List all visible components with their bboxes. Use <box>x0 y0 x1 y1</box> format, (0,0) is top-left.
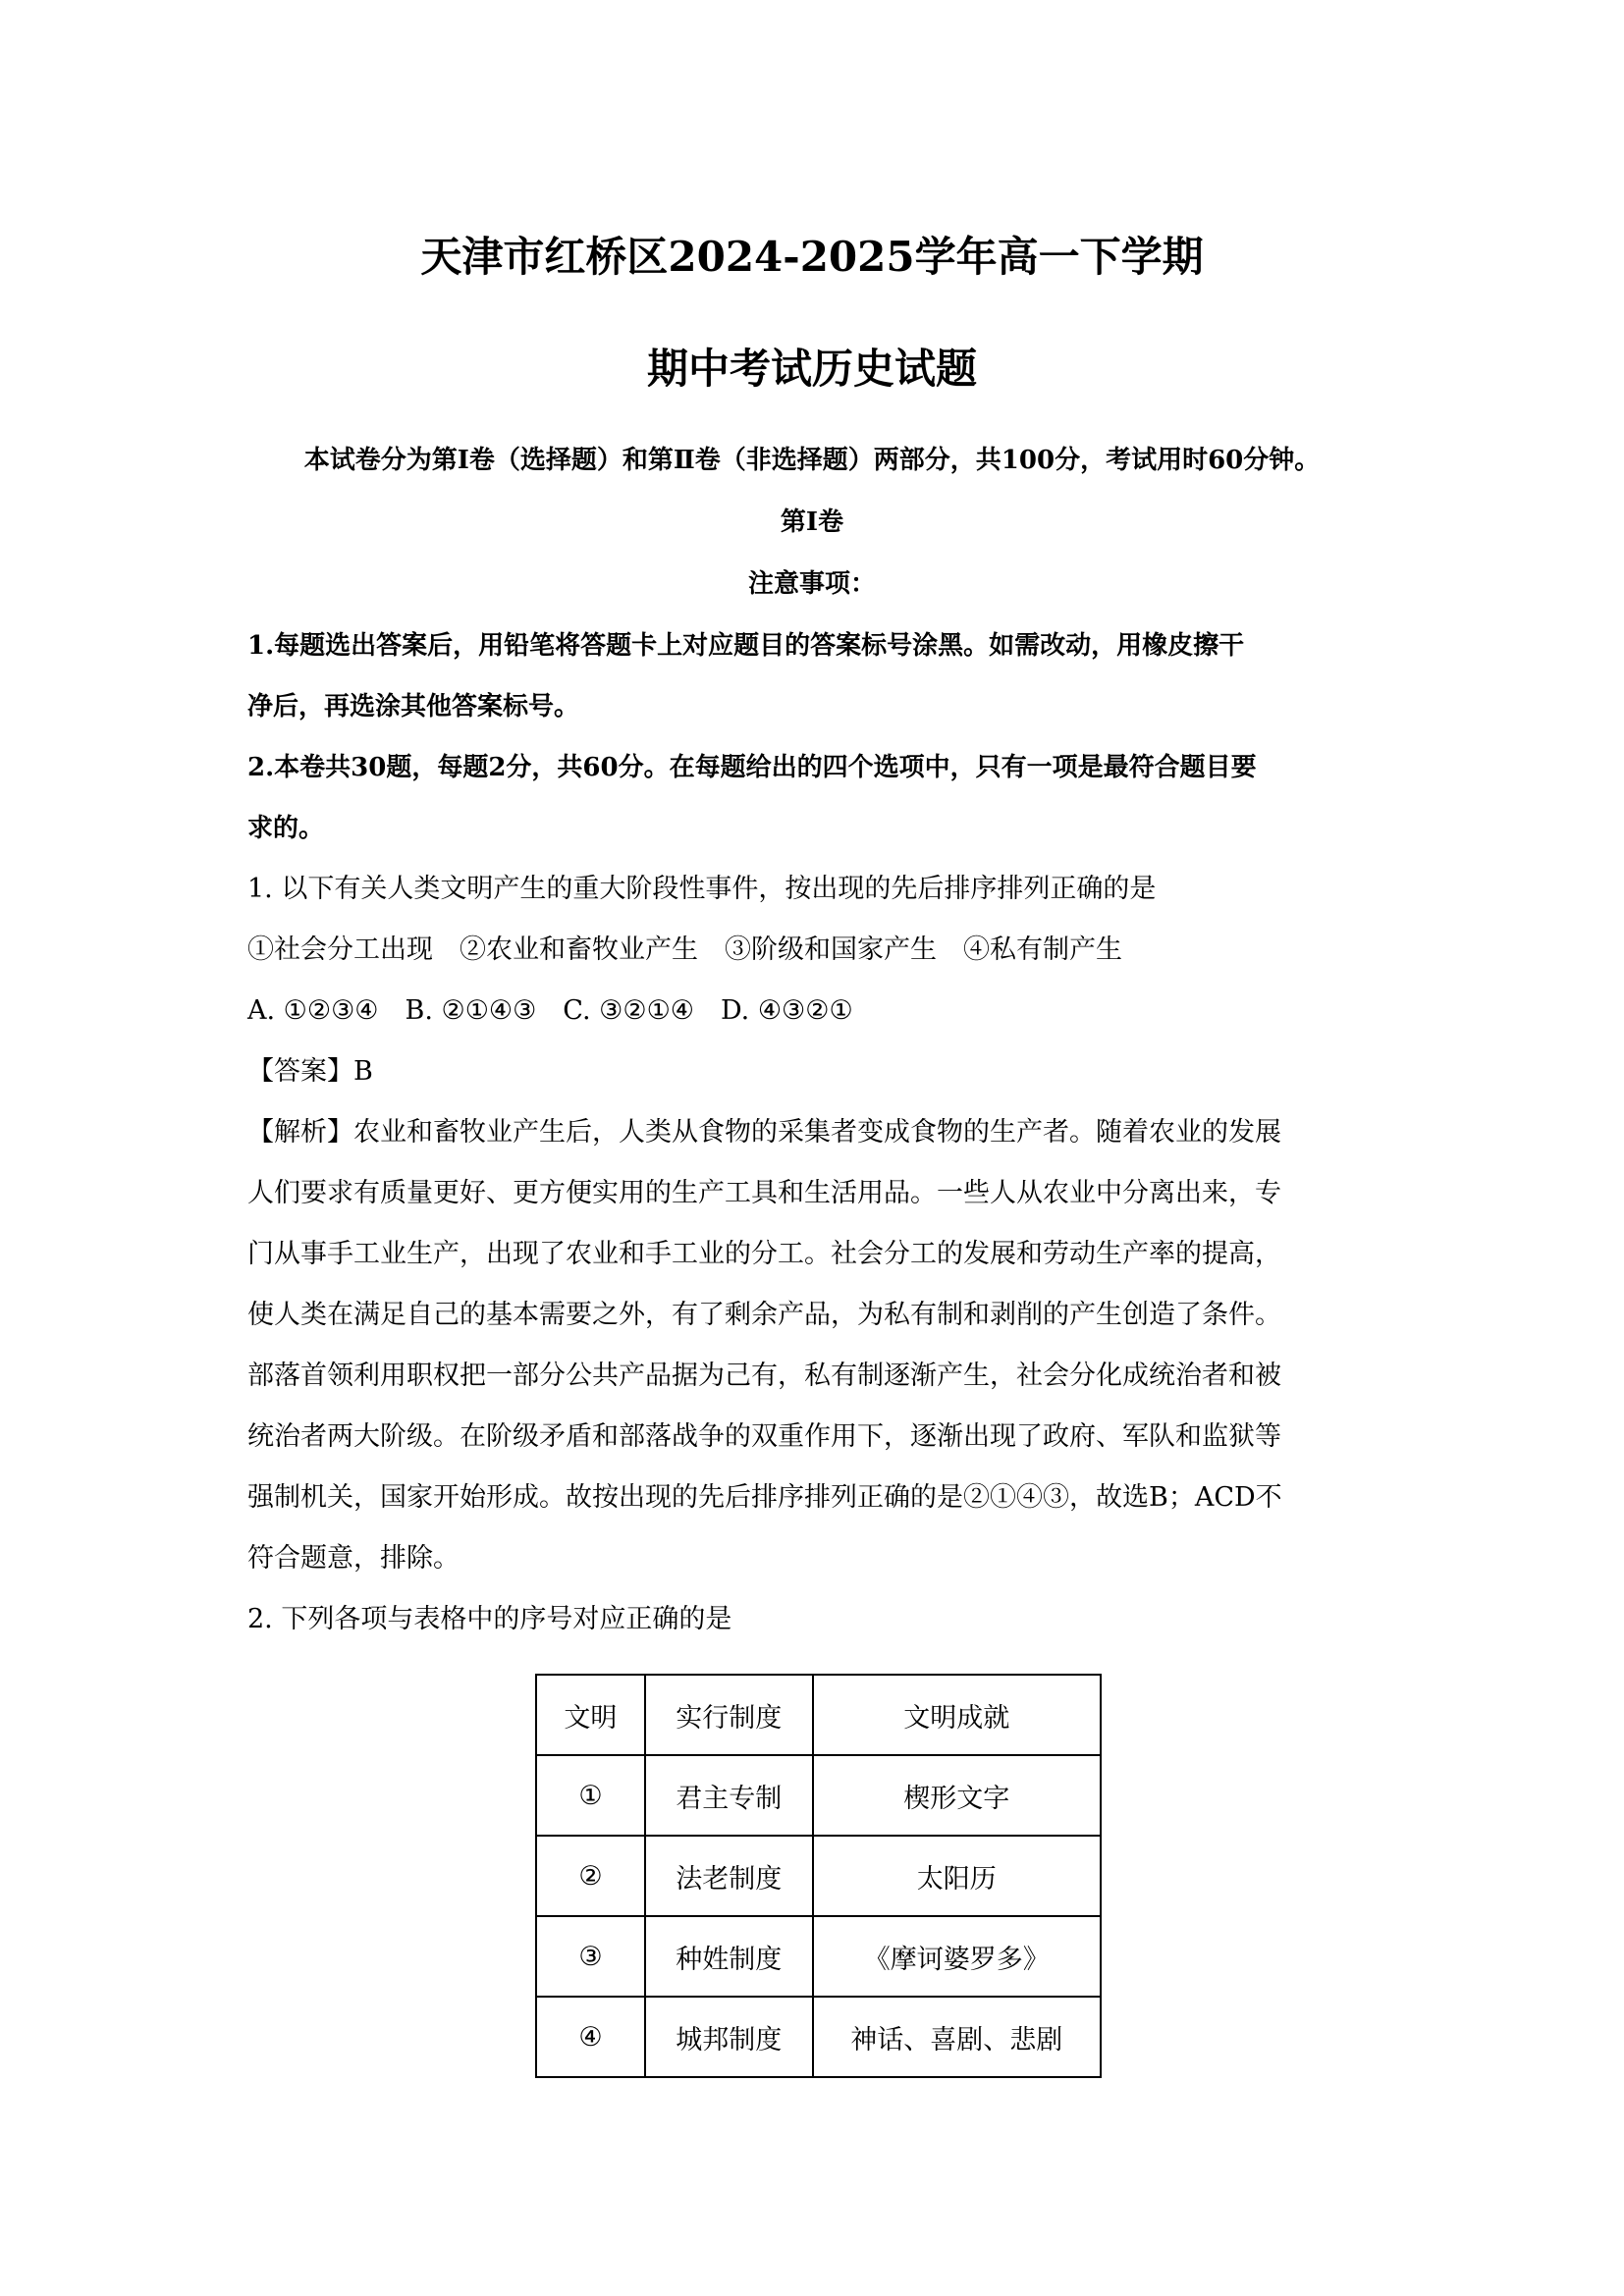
table-row <box>536 1916 1101 1997</box>
table-cell: 法老制度 <box>645 1836 813 1916</box>
part-label: 第Ⅰ卷 <box>780 507 844 537</box>
table-header-cell: 文明 <box>536 1675 645 1755</box>
q1-analysis-line: 部落首领利用职权把一部分公共产品据为己有，私有制逐渐产生，社会分化成统治者和被 <box>247 1361 1281 1391</box>
civilization-table <box>535 1674 1102 2078</box>
table-cell: 太阳历 <box>813 1836 1101 1916</box>
table-cell: 神话、喜剧、悲剧 <box>813 1997 1101 2077</box>
table-cell: ③ <box>536 1916 645 1997</box>
exam-title-line1: 天津市红桥区2024-2025学年高一下学期 <box>420 233 1204 281</box>
table-cell: 城邦制度 <box>645 1997 813 2077</box>
table-cell: ① <box>536 1755 645 1836</box>
notice1-line2: 净后，再选涂其他答案标号。 <box>247 692 580 721</box>
table-header-cell: 实行制度 <box>645 1675 813 1755</box>
table-cell: 《摩诃婆罗多》 <box>813 1916 1101 1997</box>
table-header-row <box>536 1675 1101 1755</box>
table-row <box>536 1755 1101 1836</box>
notice2-line1: 2.本卷共30题，每题2分，共60分。在每题给出的四个选项中，只有一项是最符合题目要 <box>247 753 1257 782</box>
exam-summary: 本试卷分为第Ⅰ卷（选择题）和第Ⅱ卷（非选择题）两部分，共100分，考试用时60分钟。 <box>303 446 1321 475</box>
q1-analysis-line: 符合题意，排除。 <box>247 1543 460 1574</box>
table-cell: ④ <box>536 1997 645 2077</box>
table-cell: ② <box>536 1836 645 1916</box>
notice2-line2: 求的。 <box>247 814 325 843</box>
q1-analysis-line: 使人类在满足自己的基本需要之外，有了剩余产品，为私有制和剥削的产生创造了条件。 <box>247 1300 1281 1330</box>
exam-title-line2: 期中考试历史试题 <box>646 345 977 393</box>
q1-analysis-line: 统治者两大阶级。在阶级矛盾和部落战争的双重作用下，逐渐出现了政府、军队和监狱等 <box>247 1421 1281 1452</box>
notice1-line1: 1.每题选出答案后，用铅笔将答题卡上对应题目的答案标号涂黑。如需改动，用橡皮擦干 <box>247 631 1245 661</box>
q1-analysis-line: 门从事手工业生产，出现了农业和手工业的分工。社会分工的发展和劳动生产率的提高， <box>247 1239 1281 1269</box>
table-row <box>536 1997 1101 2077</box>
q1-answer: 【答案】B <box>247 1056 373 1087</box>
table-cell: 君主专制 <box>645 1755 813 1836</box>
table-header-cell: 文明成就 <box>813 1675 1101 1755</box>
table-cell: 种姓制度 <box>645 1916 813 1997</box>
q1-options: A. ①②③④ B. ②①④③ C. ③②①④ D. ④③②① <box>247 995 853 1026</box>
q1-analysis-line: 人们要求有质量更好、更方便实用的生产工具和生活用品。一些人从农业中分离出来，专 <box>247 1178 1281 1208</box>
q1-items: ①社会分工出现 ②农业和畜牧业产生 ③阶级和国家产生 ④私有制产生 <box>247 934 1122 965</box>
table-cell: 楔形文字 <box>813 1755 1101 1836</box>
q1-analysis-line: 强制机关，国家开始形成。故按出现的先后排序排列正确的是②①④③，故选B；ACD不 <box>247 1482 1282 1513</box>
notice-heading: 注意事项： <box>747 569 876 599</box>
q2-stem: 2. 下列各项与表格中的序号对应正确的是 <box>247 1604 732 1634</box>
table-row <box>536 1836 1101 1916</box>
q1-stem: 1. 以下有关人类文明产生的重大阶段性事件，按出现的先后排序排列正确的是 <box>247 874 1157 904</box>
q1-analysis-line: 【解析】农业和畜牧业产生后，人类从食物的采集者变成食物的生产者。随着农业的发展 <box>247 1117 1281 1148</box>
